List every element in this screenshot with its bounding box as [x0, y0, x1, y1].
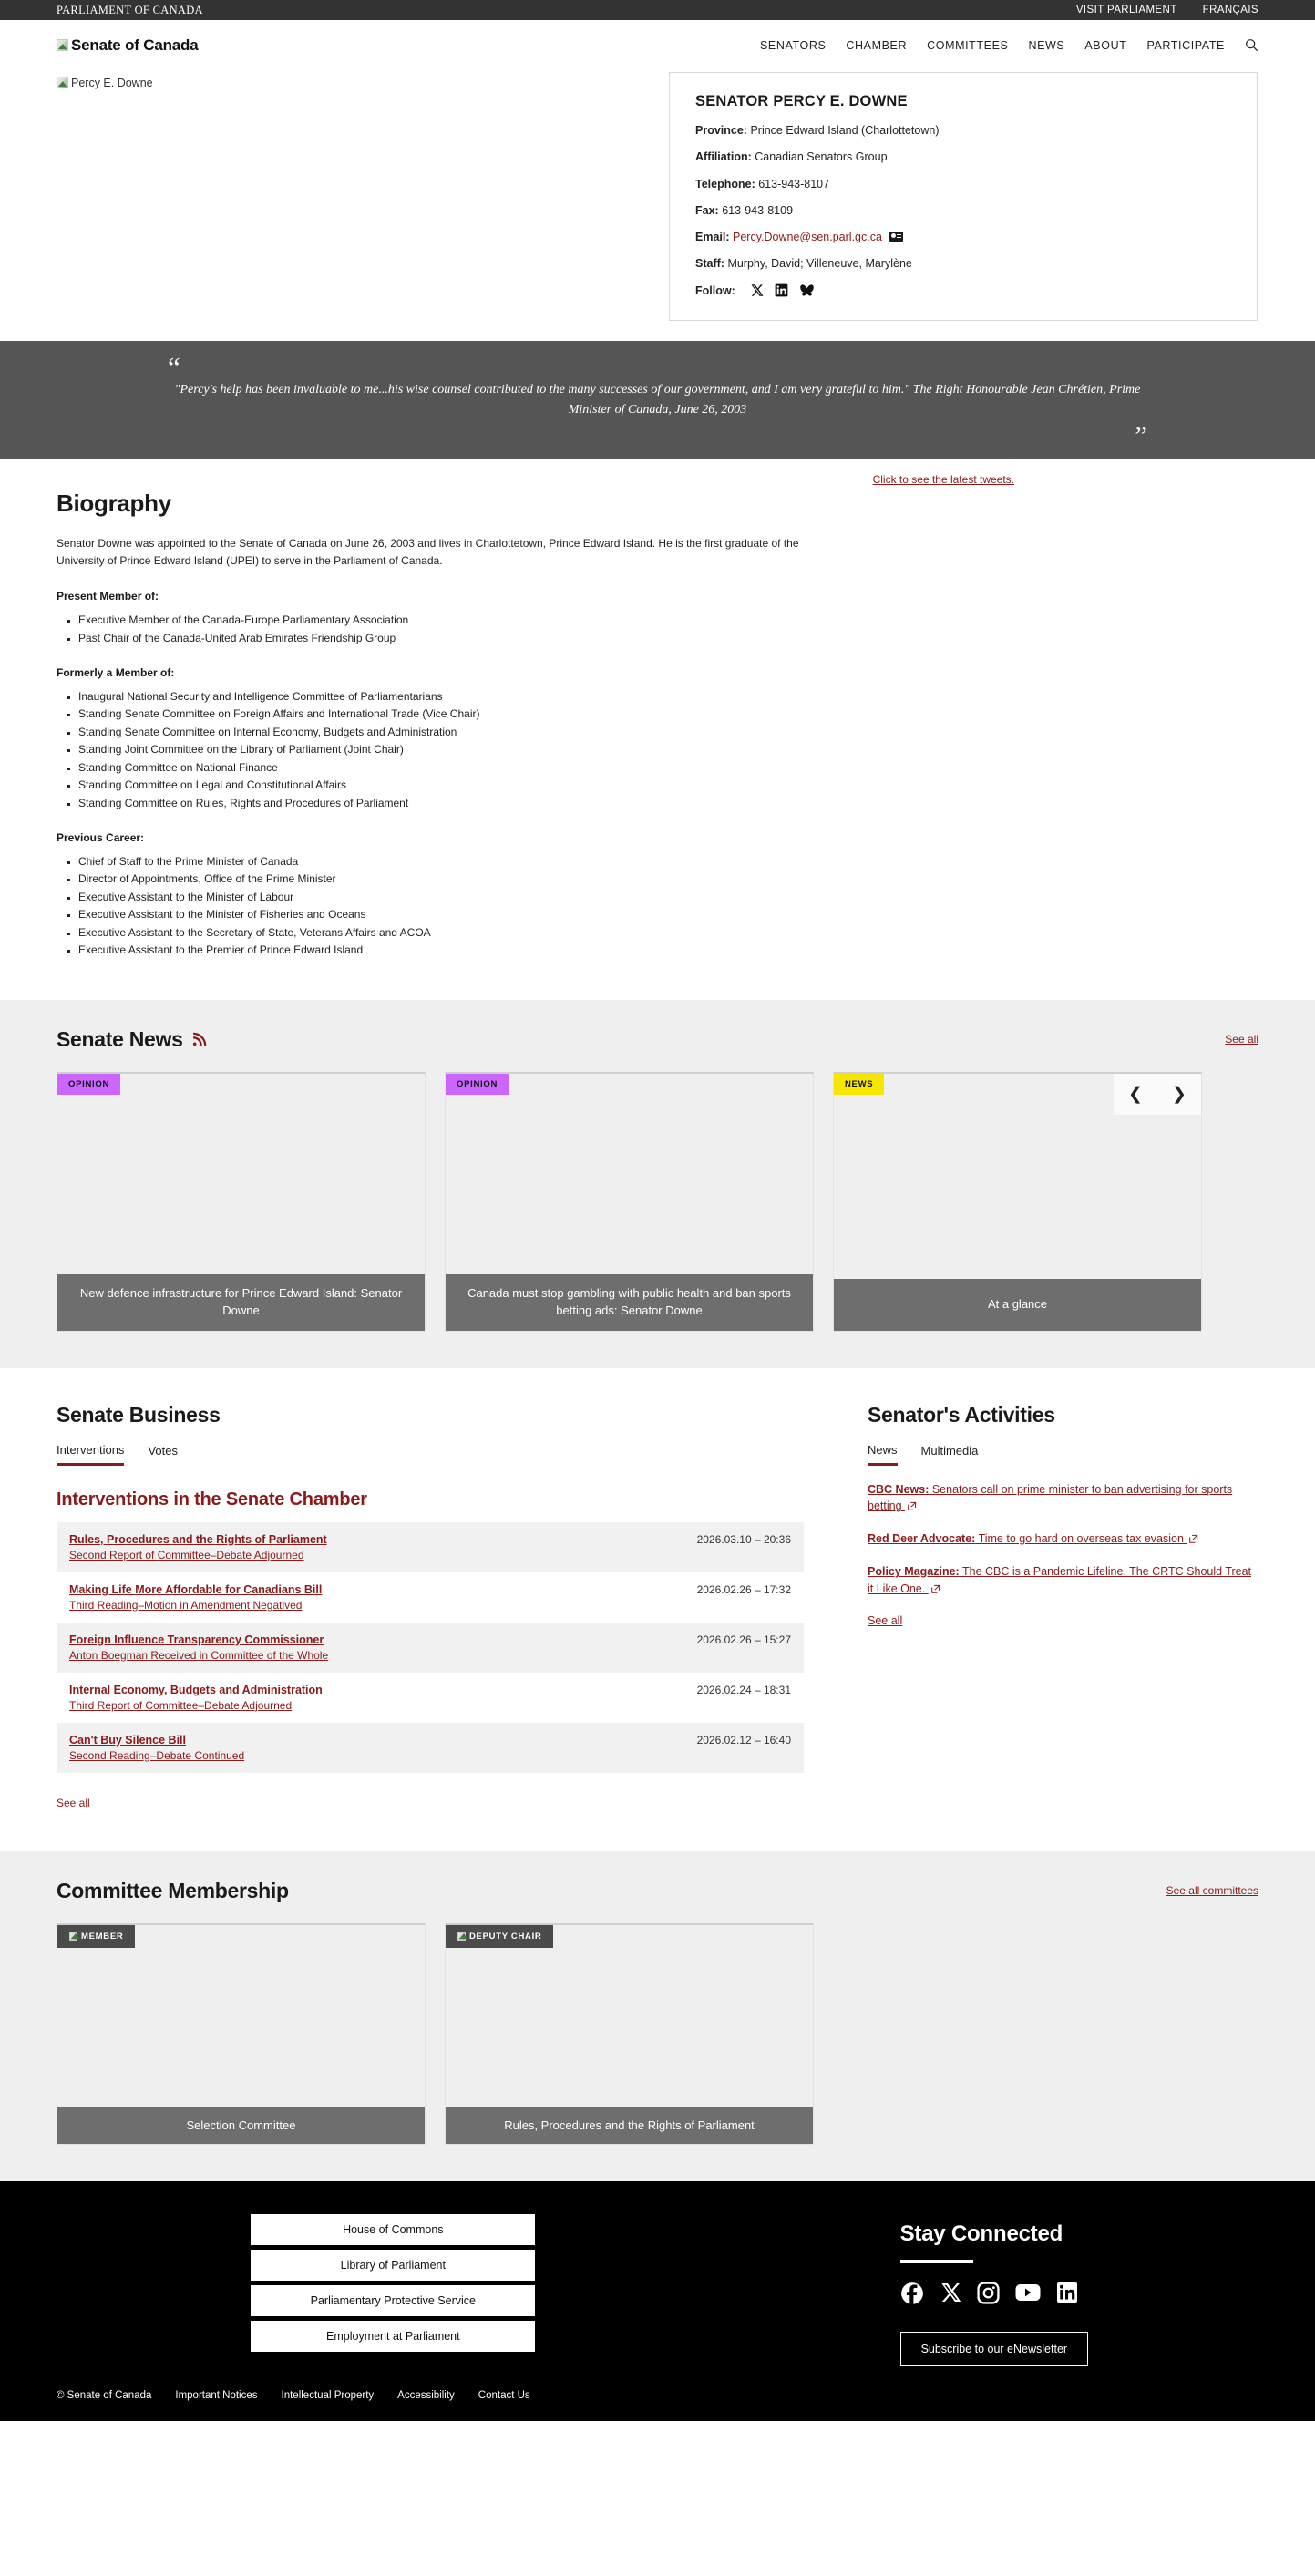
province-row [695, 123, 1231, 138]
senate-news-cards [57, 1072, 1258, 1332]
intervention-title-link[interactable]: Making Life More Affordable for Canadians Bill [69, 1582, 323, 1596]
business-see-all-link[interactable]: See all [57, 1796, 90, 1809]
intervention-cell [57, 1723, 676, 1773]
present-member-heading: Present Member of: [57, 590, 159, 603]
nav-about[interactable]: ABOUT [1084, 38, 1127, 52]
email-row [695, 230, 1231, 244]
follow-linkedin-link[interactable] [775, 283, 788, 297]
activity-source: Red Deer Advocate: [868, 1532, 976, 1546]
news-card[interactable] [833, 1072, 1202, 1332]
intervention-title-link[interactable]: Can't Buy Silence Bill [69, 1733, 187, 1747]
news-card-caption: New defence infrastructure for Prince Edward Island: Senator Downe [57, 1274, 425, 1331]
broken-image-icon [57, 77, 68, 88]
intervention-title-link[interactable]: Foreign Influence Transparency Commissioner [69, 1633, 324, 1646]
instagram-icon [977, 2282, 1000, 2304]
senator-hero [0, 70, 1315, 321]
senate-business-column [57, 1403, 804, 1811]
business-activities-section [0, 1368, 1315, 1811]
quote-band [0, 341, 1315, 459]
tab-news[interactable]: News [868, 1443, 898, 1466]
intervention-subtitle-link[interactable]: Second Reading–Debate Continued [69, 1748, 245, 1762]
table-row [57, 1723, 804, 1773]
fax-value: 613-943-8109 [722, 203, 794, 217]
brand-name: Senate of Canada [71, 36, 199, 54]
legal-link-accessibility[interactable]: Accessibility [397, 2389, 455, 2401]
biography-section [0, 459, 1315, 1000]
social-links [900, 2282, 1078, 2310]
x-icon [750, 283, 764, 297]
senate-news-title-wrap [57, 1027, 207, 1052]
site-logo-link[interactable] [57, 36, 198, 55]
activity-item [868, 1481, 1258, 1516]
follow-label: Follow: [695, 283, 735, 297]
staff-value: Murphy, David; Villeneuve, Marylène [727, 257, 912, 271]
list-item: ▪ Executive Assistant to the Minister of Fisheries and Oceans [78, 906, 1258, 923]
search-button[interactable] [1245, 38, 1258, 52]
interventions-subtitle: Interventions in the Senate Chamber [57, 1489, 367, 1510]
affiliation-label: Affiliation: [695, 150, 752, 164]
nav-news[interactable]: NEWS [1028, 38, 1065, 52]
footer-link-house-of-commons[interactable]: House of Commons [251, 2214, 535, 2245]
intervention-date: 2026.03.10 – 20:36 [696, 1532, 791, 1546]
senator-activities-title: Senator's Activities [868, 1402, 1055, 1427]
broken-image-icon [57, 39, 68, 51]
intervention-date: 2026.02.26 – 15:27 [696, 1633, 791, 1646]
site-footer [0, 2181, 1315, 2366]
committee-header [57, 1879, 1258, 1903]
activity-text: Time to go hard on overseas tax evasion [975, 1532, 1187, 1546]
list-item: ▪ Standing Senate Committee on Internal Economy, Budgets and Administration [78, 724, 1258, 741]
list-item: ▪ Standing Senate Committee on Foreign Affairs and International Trade (Vice Chair) [78, 706, 1258, 723]
senator-info-card [669, 72, 1258, 321]
latest-tweets-link[interactable]: Click to see the latest tweets. [872, 472, 1014, 486]
activity-link[interactable] [868, 1565, 1251, 1595]
interventions-table [57, 1522, 804, 1773]
committee-card-thumbnail [57, 1925, 425, 2107]
footer-link-employment-at-parliament[interactable]: Employment at Parliament [251, 2321, 535, 2352]
nav-committees[interactable]: COMMITTEES [927, 38, 1009, 52]
committee-card-thumbnail [446, 1925, 813, 2107]
senate-business-title: Senate Business [57, 1402, 221, 1427]
senator-name-heading: SENATOR PERCY E. DOWNE [695, 93, 908, 109]
telephone-value: 613-943-8107 [758, 177, 830, 191]
list-item: ▪ Standing Committee on Legal and Constitutional Affairs [78, 777, 1258, 794]
previous-career-heading: Previous Career: [57, 831, 145, 845]
footer-legal-bar [0, 2366, 1315, 2421]
footer-links-column [57, 2214, 730, 2366]
follow-row [695, 283, 1231, 298]
top-utility-bar [0, 0, 1315, 20]
senate-news-title: Senate News [57, 1026, 183, 1051]
activities-tabs [868, 1443, 1258, 1466]
stay-connected-divider [900, 2260, 973, 2263]
staff-row [695, 256, 1231, 271]
biography-intro: Senator Downe was appointed to the Senate of Canada on June 26, 2003 and lives in Charlottetown, Prince Edward Island. He is the first graduate of the University of Prince Edward Island (UPEI) to serve in the Parliament of Canada. [57, 536, 799, 568]
fax-row [695, 203, 1231, 218]
table-row [57, 1522, 804, 1572]
visit-parliament-link[interactable]: VISIT PARLIAMENT [1075, 5, 1177, 15]
news-card-badge: OPINION [446, 1074, 509, 1095]
news-card-caption: At a glance [834, 1279, 1201, 1331]
list-item: ▪ Standing Committee on National Finance [78, 759, 1258, 777]
intervention-title-link[interactable]: Rules, Procedures and the Rights of Parliament [69, 1532, 327, 1546]
list-item: ▪ Standing Joint Committee on the Library of Parliament (Joint Chair) [78, 741, 1258, 758]
news-card-thumbnail [446, 1074, 813, 1274]
intervention-subtitle-link[interactable]: Third Reading–Motion in Amendment Negatived [69, 1598, 303, 1612]
telephone-label: Telephone: [695, 177, 755, 191]
telephone-row [695, 177, 1231, 191]
news-card-badge: NEWS [834, 1074, 884, 1095]
committee-card[interactable] [57, 1923, 426, 2145]
footer-linkedin-link[interactable] [1056, 2282, 1078, 2310]
follow-bluesky-link[interactable] [799, 283, 815, 297]
quote-text: "Percy's help has been invaluable to me...his wise counsel contributed to the many successes of our government, and I am very grateful to him." The Right Honourable Jean Chrétien, Prime Minister of Canada, June 26, 2003 [174, 383, 1141, 417]
carousel-next-button[interactable] [1157, 1074, 1201, 1115]
broken-image-icon [457, 1932, 466, 1941]
follow-x-link[interactable] [750, 283, 764, 297]
committee-membership-section [0, 1851, 1315, 2181]
footer-youtube-link[interactable] [1015, 2282, 1041, 2310]
intervention-date: 2026.02.26 – 17:32 [696, 1582, 791, 1596]
table-row [57, 1673, 804, 1723]
rss-feed-link[interactable] [191, 1032, 207, 1047]
committee-title: Committee Membership [57, 1878, 289, 1902]
committee-card-caption: Selection Committee [57, 2107, 425, 2144]
tab-votes[interactable]: Votes [148, 1443, 178, 1466]
site-header [0, 20, 1315, 70]
tab-interventions[interactable]: Interventions [57, 1443, 124, 1466]
intervention-title-link[interactable]: Internal Economy, Budgets and Administration [69, 1683, 323, 1696]
broken-image-icon [69, 1932, 77, 1941]
news-card[interactable] [445, 1072, 814, 1332]
senator-photo [57, 70, 669, 89]
biography-heading: Biography [57, 489, 171, 517]
see-all-committees-link[interactable]: See all committees [1166, 1884, 1258, 1898]
email-label: Email: [695, 231, 730, 243]
facebook-icon [900, 2282, 924, 2305]
senate-news-header [57, 1027, 1258, 1052]
legal-link-important-notices[interactable]: Important Notices [175, 2389, 258, 2401]
vcard-icon [889, 232, 903, 242]
affiliation-value: Canadian Senators Group [755, 150, 888, 164]
list-item: ▪ Executive Assistant to the Premier of Prince Edward Island [78, 942, 1258, 959]
previous-career-list [78, 853, 1258, 960]
list-item: ▪ Executive Assistant to the Secretary of State, Veterans Affairs and ACOA [78, 924, 1258, 942]
footer-x-link[interactable] [940, 2282, 961, 2310]
linkedin-icon [775, 283, 788, 297]
committee-card-caption: Rules, Procedures and the Rights of Parliament [446, 2107, 813, 2144]
committee-card[interactable] [445, 1923, 814, 2145]
chevron-right-icon: ❯ [1172, 1084, 1187, 1104]
intervention-cell [57, 1522, 676, 1572]
external-link-icon [1188, 1534, 1198, 1544]
top-utility-links [1076, 5, 1258, 15]
committee-cards [57, 1923, 1258, 2145]
list-item: ▪ Standing Committee on Rules, Rights and Procedures of Parliament [78, 795, 1258, 812]
email-link[interactable]: Percy.Downe@sen.parl.gc.ca [733, 231, 882, 243]
list-item: ▪ Executive Assistant to the Minister of Labour [78, 889, 1258, 906]
vcard-download-button[interactable] [885, 231, 903, 243]
intervention-cell [57, 1673, 676, 1723]
tab-multimedia[interactable]: Multimedia [921, 1443, 979, 1466]
activity-link[interactable] [868, 1532, 1198, 1545]
legal-link-intellectual-property[interactable]: Intellectual Property [281, 2389, 375, 2401]
intervention-subtitle-link[interactable]: Anton Boegman Received in Committee of the Whole [69, 1648, 329, 1662]
linkedin-icon [1056, 2282, 1078, 2303]
newsletter-subscribe-button[interactable]: Subscribe to our eNewsletter [900, 2332, 1089, 2366]
legal-link-contact-us[interactable]: Contact Us [478, 2389, 530, 2401]
chevron-left-icon: ❮ [1128, 1084, 1143, 1104]
external-link-icon [930, 1584, 940, 1594]
activities-see-all-link[interactable]: See all [868, 1614, 903, 1628]
activity-text: Senators call on prime minister to ban advertising for sports betting [868, 1482, 1233, 1513]
province-value: Prince Edward Island (Charlottetown) [750, 124, 940, 137]
footer-link-parliamentary-protective-service[interactable]: Parliamentary Protective Service [251, 2285, 535, 2316]
copyright-text: © Senate of Canada [57, 2389, 152, 2401]
present-member-list [78, 612, 1258, 647]
activity-item [868, 1530, 1258, 1548]
youtube-icon [1015, 2282, 1041, 2303]
rss-icon [191, 1032, 207, 1047]
quote-open-mark: “ [168, 350, 180, 383]
activity-source: CBC News: [868, 1482, 930, 1496]
external-link-icon [907, 1501, 917, 1511]
list-item: ▪ Inaugural National Security and Intelligence Committee of Parliamentarians [78, 688, 1258, 706]
activity-source: Policy Magazine: [868, 1564, 960, 1578]
stay-connected-title: Stay Connected [899, 2221, 1063, 2246]
quote-close-mark: ” [1135, 418, 1147, 451]
intervention-cell [57, 1572, 676, 1623]
senate-news-section [0, 1000, 1315, 1368]
list-item: ▪ Director of Appointments, Office of the Prime Minister [78, 871, 1258, 888]
x-icon [940, 2282, 961, 2303]
news-card[interactable] [57, 1072, 426, 1332]
news-carousel-nav [1114, 1074, 1201, 1115]
list-item: ▪ Executive Member of the Canada-Europe Parliamentary Association [78, 612, 1258, 629]
affiliation-row [695, 149, 1231, 164]
parliament-of-canada-link[interactable]: PARLIAMENT OF CANADA [57, 3, 203, 16]
intervention-subtitle-link[interactable]: Third Report of Committee–Debate Adjourned [69, 1698, 293, 1712]
formerly-member-heading: Formerly a Member of: [57, 665, 175, 679]
committee-role-badge [446, 1925, 553, 1948]
footer-link-library-of-parliament[interactable]: Library of Parliament [251, 2250, 535, 2281]
footer-instagram-link[interactable] [977, 2282, 1000, 2310]
intervention-date: 2026.02.12 – 16:40 [696, 1733, 791, 1747]
intervention-subtitle-link[interactable]: Second Report of Committee–Debate Adjourned [69, 1548, 304, 1561]
news-card-thumbnail [57, 1074, 425, 1274]
list-item: ▪ Chief of Staff to the Prime Minister of Canada [78, 853, 1258, 871]
activity-link[interactable] [868, 1483, 1232, 1513]
stay-connected-wrap [900, 2221, 1089, 2366]
fax-label: Fax: [695, 203, 719, 217]
search-icon [1245, 38, 1258, 52]
main-navigation [760, 38, 1258, 52]
francais-link[interactable]: FRANÇAIS [1202, 5, 1258, 15]
footer-facebook-link[interactable] [900, 2282, 924, 2310]
table-row [57, 1623, 804, 1673]
senator-activities-column [868, 1403, 1258, 1811]
senator-photo-alt-text: Percy E. Downe [71, 77, 153, 89]
committee-role-badge [57, 1925, 135, 1948]
senate-news-see-all-link[interactable]: See all [1225, 1033, 1258, 1046]
committee-role-label: DEPUTY CHAIR [469, 1931, 542, 1942]
news-card-badge: OPINION [57, 1074, 120, 1095]
staff-label: Staff: [695, 257, 724, 271]
bluesky-icon [799, 283, 815, 297]
nav-senators[interactable]: SENATORS [759, 38, 827, 52]
carousel-prev-button[interactable] [1114, 1074, 1157, 1115]
stay-connected-column [730, 2214, 1258, 2366]
list-item: ▪ Past Chair of the Canada-United Arab Emirates Friendship Group [78, 630, 1258, 647]
news-card-caption: Canada must stop gambling with public health and ban sports betting ads: Senator Downe [446, 1274, 813, 1331]
committee-role-label: MEMBER [81, 1931, 124, 1942]
intervention-date: 2026.02.24 – 18:31 [696, 1683, 791, 1696]
intervention-cell [57, 1623, 676, 1673]
activity-item [868, 1563, 1258, 1598]
nav-chamber[interactable]: CHAMBER [846, 38, 908, 52]
activity-text: The CBC is a Pandemic Lifeline. The CRTC Should Treat it Like One. [868, 1564, 1252, 1595]
senate-business-tabs [57, 1443, 804, 1466]
table-row [57, 1572, 804, 1623]
formerly-member-list [78, 688, 1258, 812]
nav-participate[interactable]: PARTICIPATE [1146, 38, 1225, 52]
province-label: Province: [695, 124, 747, 137]
